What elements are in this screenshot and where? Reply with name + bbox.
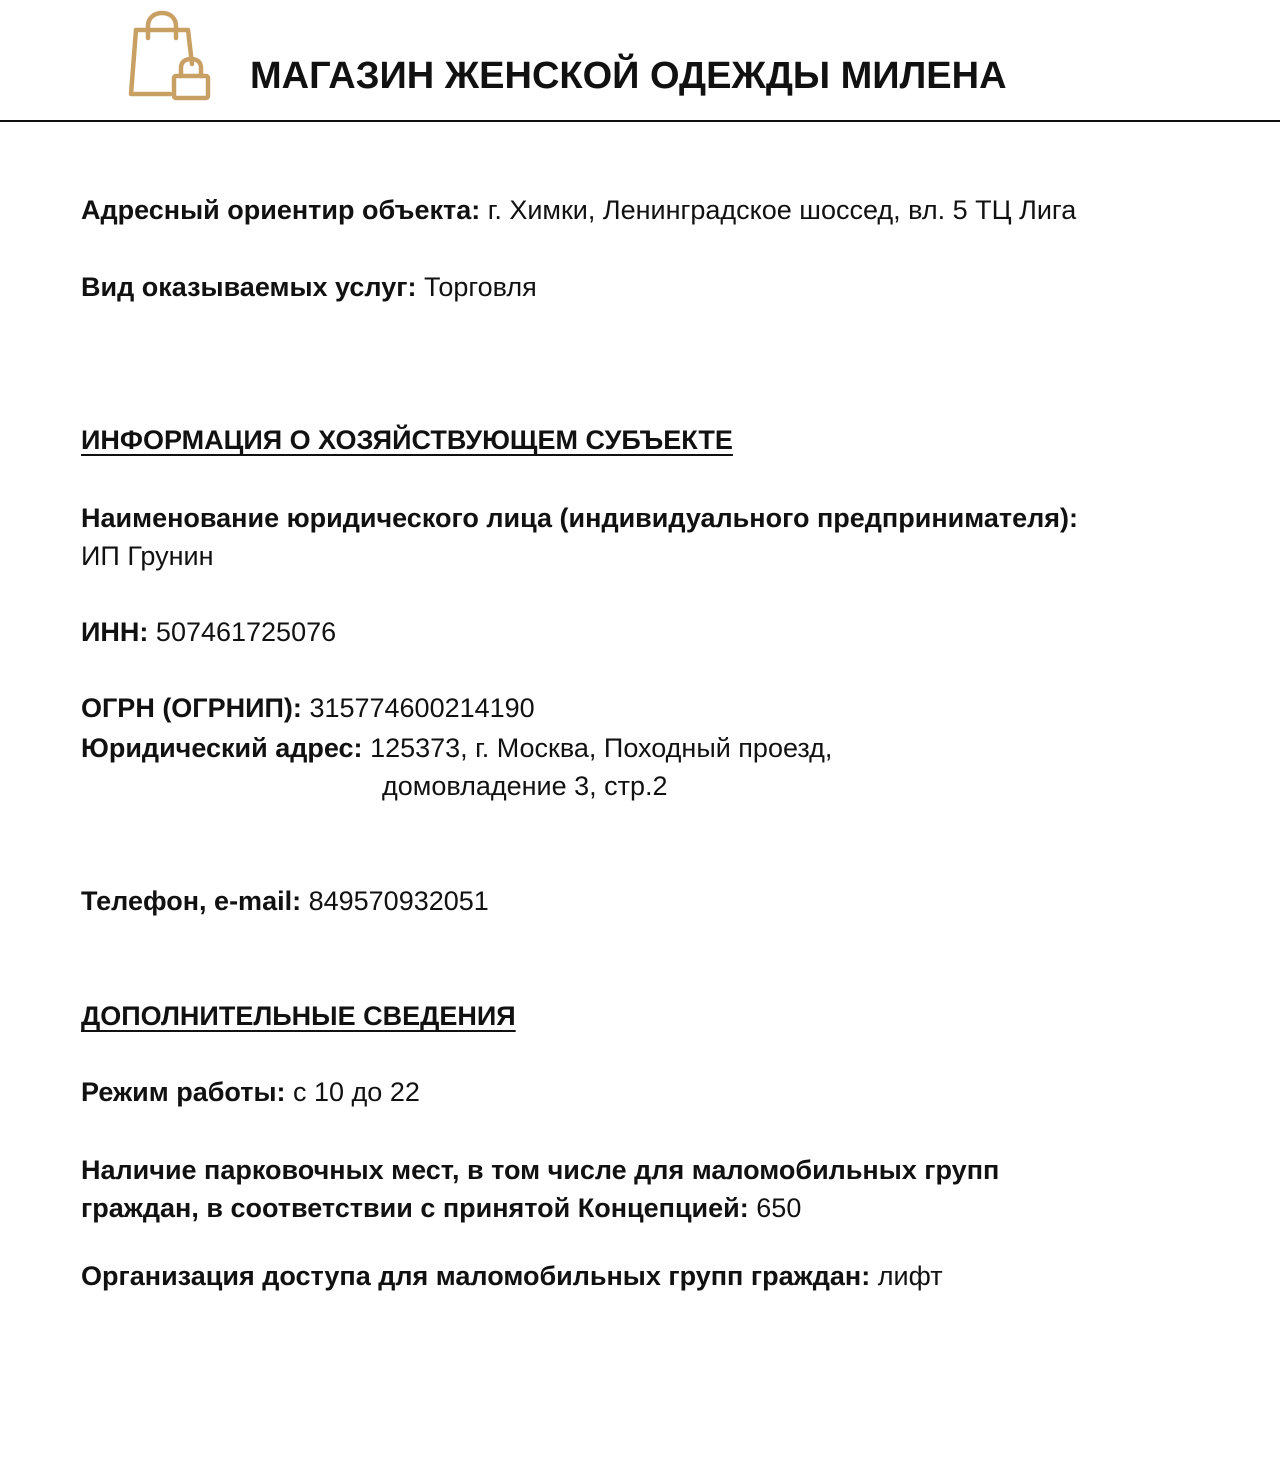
entity-name-value-line: [81, 537, 214, 575]
parking-label-line1: [81, 1151, 999, 1189]
ogrn-label: ОГРН (ОГРНИП):: [81, 693, 302, 723]
contact-value: 849570932051: [308, 886, 489, 916]
entity-section-heading: ИНФОРМАЦИЯ О ХОЗЯЙСТВУЮЩЕМ СУБЪЕКТЕ: [81, 425, 733, 455]
parking-value: 650: [756, 1193, 802, 1223]
entity-name-label-line: [81, 499, 1078, 537]
address-label: Адресный ориентир объекта:: [81, 195, 481, 225]
hours-line: [81, 1073, 420, 1111]
services-label: Вид оказываемых услуг:: [81, 272, 417, 302]
contact-label: Телефон, e-mail:: [81, 886, 302, 916]
parking-label-part1: Наличие парковочных мест, в том числе для маломобильных групп: [81, 1155, 1000, 1185]
ogrn-line: [81, 689, 535, 727]
access-label: Организация доступа для маломобильных групп граждан:: [81, 1261, 871, 1291]
entity-name-label: Наименование юридического лица (индивидуального предпринимателя):: [81, 503, 1078, 533]
shopping-bag-lock-icon: [124, 10, 214, 102]
contact-line: [81, 882, 489, 920]
legal-address-value-line1: 125373, г. Москва, Походный проезд,: [370, 733, 833, 763]
hours-label: Режим работы:: [81, 1077, 286, 1107]
inn-value: 507461725076: [155, 617, 337, 647]
inn-label: ИНН:: [81, 617, 149, 647]
access-value: лифт: [877, 1261, 943, 1291]
page-header: [0, 0, 1280, 122]
services-value: Торговля: [423, 272, 537, 302]
additional-section-heading: ДОПОЛНИТЕЛЬНЫЕ СВЕДЕНИЯ: [81, 1001, 516, 1031]
page-title: МАГАЗИН ЖЕНСКОЙ ОДЕЖДЫ МИЛЕНА: [250, 55, 1007, 97]
entity-name-value: ИП Грунин: [81, 541, 214, 571]
access-line: [81, 1257, 943, 1295]
inn-line: [81, 613, 336, 651]
legal-address-line: [81, 729, 832, 767]
services-line: [81, 268, 537, 306]
hours-value: с 10 до 22: [293, 1077, 420, 1107]
address-line: [81, 191, 1076, 229]
ogrn-value: 315774600214190: [309, 693, 535, 723]
parking-label-part2: граждан, в соответствии с принятой Концепцией:: [81, 1193, 749, 1223]
legal-address-label: Юридический адрес:: [81, 733, 363, 763]
address-value: г. Химки, Ленинградское шоссед, вл. 5 ТЦ Лига: [487, 195, 1077, 225]
legal-address-value-line2: домовладение 3, стр.2: [382, 771, 668, 801]
parking-label-line2: [81, 1189, 801, 1227]
